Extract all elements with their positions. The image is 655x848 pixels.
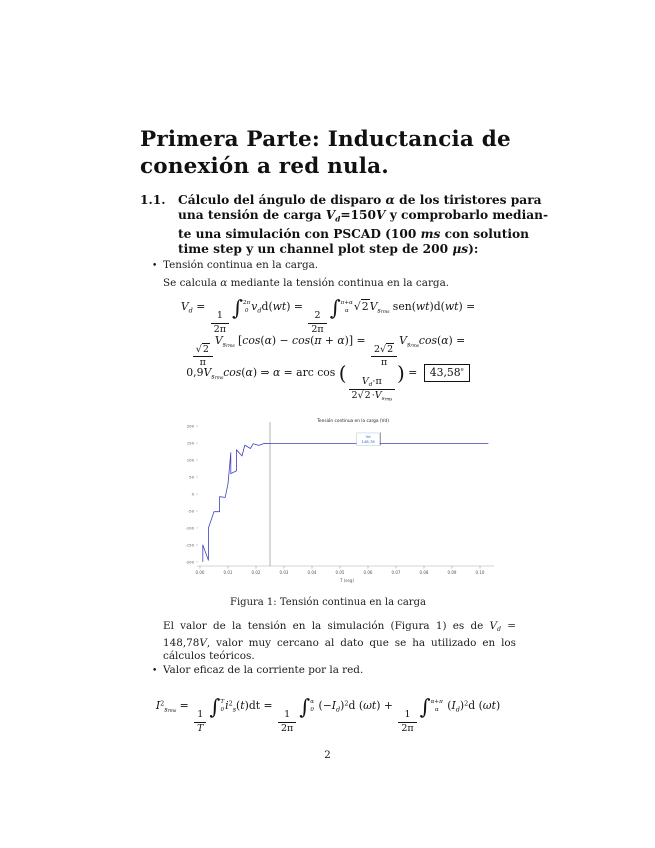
- y-tick-label: -200: [185, 559, 194, 565]
- bullet-1-label: Tensión continua en la carga.: [163, 259, 319, 271]
- x-tick-label: 0.01: [223, 570, 233, 575]
- x-tick-label: 0.08: [419, 570, 429, 575]
- section-heading: [140, 193, 549, 257]
- x-tick-label: 0.10: [475, 570, 485, 575]
- marker-readout-text: 148,78: [361, 438, 375, 444]
- section-heading-line: time step y un channel plot step de 200 μs):: [178, 241, 479, 256]
- bullet-1-subtext: Se calcula α mediante la tensión continua en la carga.: [163, 277, 450, 289]
- y-tick-label: 100: [186, 457, 194, 463]
- equation-2: $\frac{√2}{\pi}$ $V_{srms}$ [cos(α) − cos(π + α)] = $\frac{2√2}{\pi}$ $V_{srms}\cos(\alpha)$ =: [140, 334, 516, 369]
- y-tick-label: 0: [191, 491, 194, 497]
- equation-4: $I^2_{srms}$ = $\frac{1}{T}$ ∫ T 0 $i^2_s(t)dt$ = $\frac{1}{2\pi}$ ∫ α 0 $(-I_d)^2d$ (ωt) + $\frac{1}{2\pi}$ ∫ α+π α $(I_d)^2d$ (ωt): [155, 694, 501, 734]
- x-tick-label: 0.06: [363, 570, 373, 575]
- page-title-line1: Primera Parte: Inductancia de: [140, 127, 511, 152]
- bullet-2-label: Valor eficaz de la corriente por la red.: [163, 664, 364, 676]
- section-heading-line: te una simulación con PSCAD (100 ms con solution: [178, 226, 529, 241]
- x-tick-label: 0.09: [447, 570, 457, 575]
- x-tick-label: 0.02: [251, 570, 261, 575]
- chart-title: Tensión continua en la carga (Vd): [317, 419, 389, 424]
- section-number: 1.1.: [140, 193, 166, 207]
- bullet-icon: •: [152, 261, 158, 271]
- x-tick-label: 0.00: [195, 570, 205, 575]
- equation-3: $0,9V_{srms}\cos(\alpha)$ ⇒ α = arc cos ( $\frac{V_d\cdot\pi}{2√2\cdot V_{srms}}$ ) = $43,58^º$: [140, 364, 516, 403]
- x-tick-label: 0.04: [307, 570, 317, 575]
- result-paragraph: El valor de la tensión en la simulación (Figura 1) es de $V_d = 148,78V$, valor muy cercano al dato que se ha utilizado en los cálculos teóricos.: [163, 620, 516, 663]
- x-axis-label: T (seg): [340, 578, 354, 583]
- y-tick-label: 150: [186, 440, 194, 446]
- y-tick-label: -100: [185, 525, 194, 531]
- section-heading-line: una tensión de carga $V_d=150V$ y comprobarlo median-: [178, 208, 549, 224]
- section-heading-lines: [178, 193, 548, 257]
- y-tick-label: 200: [186, 423, 194, 429]
- y-tick-label: -150: [185, 542, 194, 548]
- x-tick-label: 0.03: [279, 570, 289, 575]
- y-tick-label: -50: [187, 508, 194, 514]
- figure-caption: Figura 1: Tensión continua en la carga: [230, 597, 426, 608]
- figure-1-chart: [172, 414, 502, 594]
- marker-readout-text: Vd: [365, 433, 371, 439]
- page-title-line2: conexión a red nula.: [140, 154, 389, 179]
- section-heading-line: Cálculo del ángulo de disparo α de los tiristores para: [178, 193, 542, 207]
- bullet-icon: •: [152, 666, 158, 676]
- vd-trace: [203, 443, 489, 562]
- equation-1: $V_d$ = $\frac{1}{2\pi}$ ∫ 2π 0 $v_dd(wt)$ = $\frac{2}{2\pi}$ ∫ π+α α $√2V_{srms}$ sen(wt)d(wt) =: [180, 295, 476, 335]
- page-number: 2: [324, 749, 331, 761]
- x-tick-label: 0.07: [391, 570, 401, 575]
- x-tick-label: 0.05: [335, 570, 345, 575]
- y-tick-label: 50: [189, 474, 194, 480]
